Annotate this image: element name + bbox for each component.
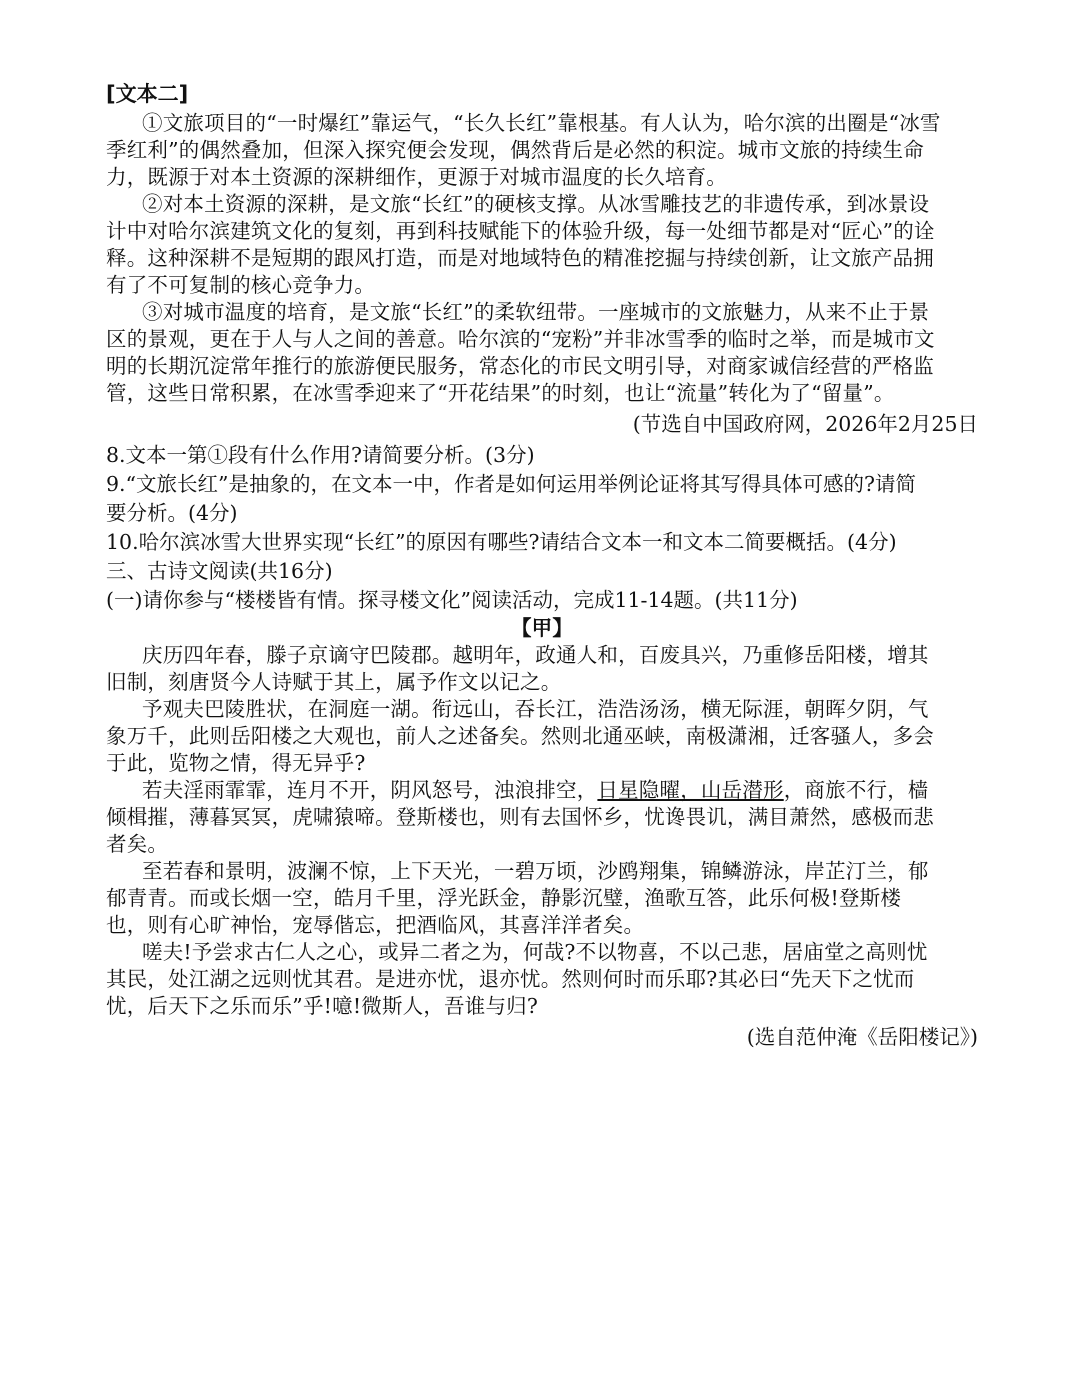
text-line: 郁青青。而或长烟一空，皓月千里，浮光跃金，静影沉璧，渔歌互答，此乐何极!登斯楼 [106, 886, 902, 910]
text-line [106, 777, 978, 804]
jia-paragraph-4 [106, 858, 978, 939]
exam-page [106, 78, 978, 1054]
text-line: 者矣。 [106, 832, 169, 856]
jia-label: 【甲】 [510, 616, 574, 640]
question-8: 8.文本一第①段有什么作用?请简要分析。(3分) [106, 443, 535, 467]
jia-paragraph-1 [106, 642, 978, 696]
text-line: 忧，后天下之乐而乐”乎!噫!微斯人，吾谁与归? [106, 994, 539, 1018]
text2-source: (节选自中国政府网，2026年2月25日 [632, 412, 978, 436]
question-9-line-2: 要分析。(4分) [106, 501, 238, 525]
text-line: 季红利”的偶然叠加，但深入探究便会发现，偶然背后是必然的积淀。城市文旅的持续生命 [106, 138, 924, 162]
section-3-heading: 三、古诗文阅读(共16分) [106, 559, 333, 583]
text2-paragraph-3 [106, 299, 978, 407]
text-line: 管，这些日常积累，在冰雪季迎来了“开花结果”的时刻，也让“流量”转化为了“留量”。 [106, 381, 895, 405]
question-10: 10.哈尔滨冰雪大世界实现“长红”的原因有哪些?请结合文本一和文本二简要概括。(4分) [106, 530, 897, 554]
text-line: 也，则有心旷神怡，宠辱偕忘，把酒临风，其喜洋洋者矣。 [106, 913, 645, 937]
text-line: 释。这种深耕不是短期的跟风打造，而是对地域特色的精准挖掘与持续创新，让文旅产品拥 [106, 246, 934, 270]
jia-paragraph-3 [106, 777, 978, 858]
text2-label: [文本二] [106, 82, 189, 106]
underlined-phrase: 日星隐曜，山岳潜形 [597, 778, 784, 802]
text-line: ①文旅项目的“一时爆红”靠运气，“长久长红”靠根基。有人认为，哈尔滨的出圈是“冰雪 [142, 111, 941, 135]
text-line: 旧制，刻唐贤今人诗赋于其上，属予作文以记之。 [106, 670, 562, 694]
text-line: 明的长期沉淀常年推行的旅游便民服务，常态化的市民文明引导，对商家诚信经营的严格监 [106, 354, 934, 378]
text-line: 力，既源于对本土资源的深耕细作，更源于对城市温度的长久培育。 [106, 165, 727, 189]
part-1-heading: (一)请你参与“楼楼皆有情。探寻楼文化”阅读活动，完成11-14题。(共11分) [106, 588, 798, 612]
text-line: 庆历四年春，滕子京谪守巴陵郡。越明年，政通人和，百废具兴，乃重修岳阳楼，增其 [142, 643, 929, 667]
text-line: 于此，览物之情，得无异乎? [106, 751, 366, 775]
text-line: 其民，处江湖之远则忧其君。是进亦忧，退亦忧。然则何时而乐耶?其必曰“先天下之忧而 [106, 967, 915, 991]
text-line: 嗟夫!予尝求古仁人之心，或异二者之为，何哉?不以物喜，不以己悲，居庙堂之高则忧 [142, 940, 928, 964]
text-line: 至若春和景明，波澜不惊，上下天光，一碧万顷，沙鸥翔集，锦鳞游泳，岸芷汀兰，郁 [142, 859, 929, 883]
text-line: 区的景观，更在于人与人之间的善意。哈尔滨的“宠粉”并非冰雪季的临时之举，而是城市文 [106, 327, 935, 351]
text-segment: 若夫淫雨霏霏，连月不开，阴风怒号，浊浪排空， [142, 778, 598, 802]
text-line: ②对本土资源的深耕，是文旅“长红”的硬核支撑。从冰雪雕技艺的非遗传承，到冰景设 [142, 192, 930, 216]
text-line: 象万千，此则岳阳楼之大观也，前人之述备矣。然则北通巫峡，南极潇湘，迁客骚人，多会 [106, 724, 934, 748]
text-segment: ，商旅不行，樯 [783, 778, 929, 802]
text-line: 有了不可复制的核心竞争力。 [106, 273, 376, 297]
text-line: 计中对哈尔滨建筑文化的复刻，再到科技赋能下的体验升级，每一处细节都是对“匠心”的诠 [106, 219, 935, 243]
jia-paragraph-5 [106, 939, 978, 1020]
text2-paragraph-2 [106, 191, 978, 299]
jia-paragraph-2 [106, 696, 978, 777]
text-line: 倾楫摧，薄暮冥冥，虎啸猿啼。登斯楼也，则有去国怀乡，忧谗畏讥，满目萧然，感极而悲 [106, 805, 934, 829]
text-line: 予观夫巴陵胜状，在洞庭一湖。衔远山，吞长江，浩浩汤汤，横无际涯，朝晖夕阴，气 [142, 697, 929, 721]
text2-paragraph-1 [106, 110, 978, 191]
question-9-line-1: 9.“文旅长红”是抽象的，在文本一中，作者是如何运用举例论证将其写得具体可感的?请简 [106, 472, 917, 496]
text-line: ③对城市温度的培育，是文旅“长红”的柔软纽带。一座城市的文旅魅力，从来不止于景 [142, 300, 930, 324]
jia-source: (选自范仲淹《岳阳楼记》) [746, 1025, 978, 1049]
